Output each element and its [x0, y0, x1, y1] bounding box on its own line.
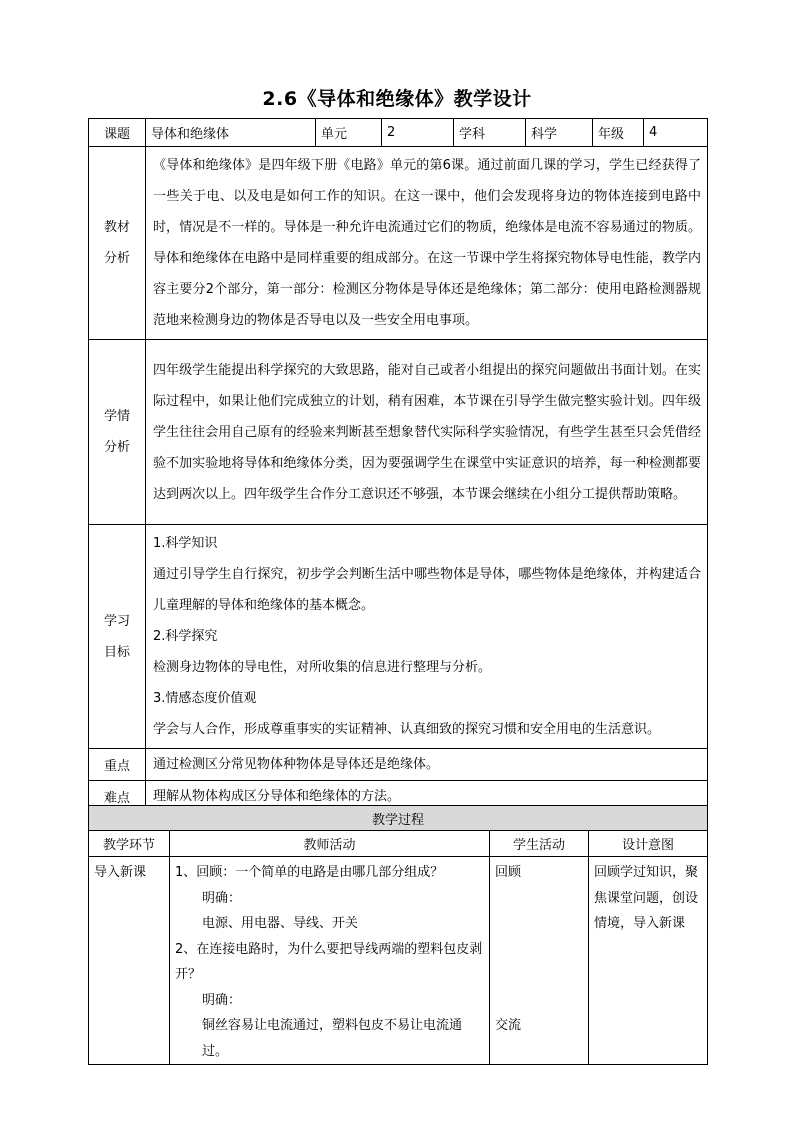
- student-activity-cell: [490, 857, 589, 1065]
- stage-cell: 导入新课: [89, 857, 170, 1065]
- teacher-clarify-label: 明确：: [202, 890, 242, 906]
- learning-goals-label: [89, 525, 146, 749]
- page-title: 2.6《导体和绝缘体》教学设计: [262, 88, 532, 110]
- learner-analysis-text: 四年级学生能提出科学探究的大致思路，能对自己或者小组提出的探究问题做出书面计划。在实际过程中，如果让他们完成独立的计划，稍有困难，本节课在引导学生做完整实验计划。四年级学生往往会用自己原有的经验来判断甚至想象替代实际科学实验情况，有些学生甚至只会凭借经验不加实验地将导体和绝缘体分类，因为要强调学生在课堂中实证意识的培养，每一种检测都要达到两次以上。四年级学生合作分工意识还不够强，本节课会继续在小组分工提供帮助策略。: [146, 340, 708, 525]
- learner-analysis-row: [89, 340, 708, 525]
- student-activity: 回顾: [495, 865, 522, 880]
- table-row: [89, 857, 708, 1065]
- col-header-student: 学生活动: [490, 831, 589, 857]
- process-title: 教学过程: [89, 806, 708, 831]
- label-line: 教材: [103, 220, 130, 235]
- teacher-answer: 电源、用电器、导线、开关: [202, 916, 359, 931]
- process-header-row: [89, 831, 708, 857]
- label-line: 目标: [103, 644, 130, 660]
- learning-goals-content: [146, 525, 708, 749]
- goal-heading: 2.科学探究: [153, 629, 218, 644]
- goal-text: 学会与人合作，形成尊重事实的实证精神、认真细致的探究习惯和安全用电的生活意识。: [153, 722, 661, 737]
- difficulty-text: 理解从物体构成区分导体和绝缘体的方法。: [146, 781, 708, 813]
- col-header-intent: 设计意图: [589, 831, 708, 857]
- label-line: 学习: [103, 613, 130, 629]
- textbook-analysis-text: 《导体和绝缘体》是四年级下册《电路》单元的第6课。通过前面几课的学习，学生已经获得了一些关于电、以及电是如何工作的知识。在这一课中，他们会发现将身边的物体连接到电路中时，情况是不一样的。导体是一种允许电流通过它们的物质，绝缘体是电流不容易通过的物质。导体和绝缘体在电路中是同样重要的组成部分。在这一节课中学生将探究物体导电性能，教学内容主要分2个部分，第一部分：检测区分物体是导体还是绝缘体；第二部分：使用电路检测器规范地来检测身边的物体是否导电以及一些安全用电事项。: [146, 147, 708, 340]
- teaching-process-table: [88, 805, 708, 1065]
- learner-analysis-label: [89, 340, 146, 525]
- topic-value: 导体和绝缘体: [146, 119, 316, 147]
- grade-label: 年级: [593, 119, 644, 147]
- lesson-info-table: [88, 118, 708, 813]
- label-line: 分析: [103, 440, 130, 455]
- key-point-text: 通过检测区分常见物体种物体是导体还是绝缘体。: [146, 749, 708, 781]
- teacher-clarify-label: 明确：: [202, 992, 242, 1008]
- unit-value: 2: [382, 119, 454, 147]
- goal-heading: 3.情感态度价值观: [153, 691, 257, 706]
- textbook-analysis-row: [89, 147, 708, 340]
- unit-label: 单元: [316, 119, 382, 147]
- teacher-activity-cell: [170, 857, 490, 1065]
- teacher-question: 2、在连接电路时，为什么要把导线两端的塑料包皮剥开？: [175, 941, 483, 982]
- label-line: 分析: [103, 251, 130, 266]
- label-line: 学情: [103, 409, 130, 424]
- goal-text: 检测身边物体的导电性，对所收集的信息进行整理与分析。: [153, 660, 492, 675]
- col-header-stage: 教学环节: [89, 831, 170, 857]
- goal-heading: 1.科学知识: [153, 536, 218, 551]
- design-intent-cell: 回顾学过知识，聚焦课堂问题，创设情境，导入新课: [589, 857, 708, 1065]
- textbook-analysis-label: [89, 147, 146, 340]
- subject-label: 学科: [454, 119, 526, 147]
- goal-text: 通过引导学生自行探究，初步学会判断生活中哪些物体是导体，哪些物体是绝缘体，并构建适合儿童理解的导体和绝缘体的基本概念。: [153, 567, 701, 613]
- key-point-row: [89, 749, 708, 781]
- header-row: [89, 119, 708, 147]
- difficulty-label: 难点: [89, 781, 146, 813]
- subject-value: 科学: [526, 119, 593, 147]
- teacher-question: 1、回顾：一个简单的电路是由哪几部分组成？: [175, 865, 444, 880]
- process-title-row: [89, 806, 708, 831]
- student-activity: 交流: [495, 1017, 522, 1033]
- col-header-teacher: 教师活动: [170, 831, 490, 857]
- teacher-answer: 铜丝容易让电流通过，塑料包皮不易让电流通过。: [202, 1018, 463, 1059]
- key-point-label: 重点: [89, 749, 146, 781]
- grade-value: 4: [644, 119, 708, 147]
- learning-goals-row: [89, 525, 708, 749]
- topic-label: 课题: [89, 119, 146, 147]
